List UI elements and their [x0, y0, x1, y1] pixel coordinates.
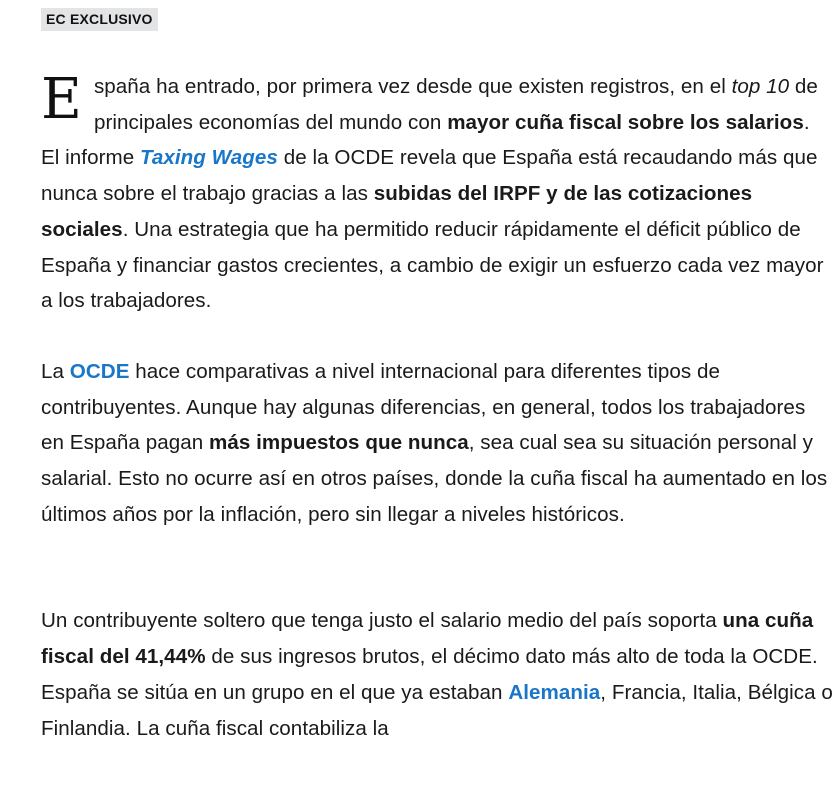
link-alemania[interactable]: Alemania — [508, 680, 601, 704]
link-taxing-wages[interactable]: Taxing Wages — [139, 146, 278, 170]
paragraph-contribuyente — [41, 603, 833, 746]
italic-text: top 10 — [731, 75, 790, 98]
text-span: , Francia, Italia, Bélgica o Finlandia. La cuña fiscal contabiliza la — [41, 680, 833, 740]
text-span: hace comparativas a nivel internacional para diferentes tipos de contribuyentes. Aunque hay algunas diferencias, en general, todos los trabajadores en España pagan — [41, 359, 806, 455]
paragraph-intro — [41, 69, 833, 319]
drop-cap: E — [41, 67, 82, 132]
bold-text: una cuña fiscal del 41,44% — [41, 609, 814, 669]
exclusive-badge: EC EXCLUSIVO — [41, 8, 158, 31]
paragraph-ocde — [41, 354, 833, 533]
text-span: La — [41, 359, 70, 383]
text-span: , sea cual sea su situación personal y salarial. Esto no ocurre así en otros países, donde la cuña fiscal ha aumentado en los últimos años por la inflación, pero sin llegar a niveles históricos. — [41, 431, 828, 526]
text-span: Un contribuyente soltero que tenga justo el salario medio del país soporta — [41, 609, 723, 633]
text-span: . Una estrategia que ha permitido reducir rápidamente el déficit público de España y financiar gastos crecientes, a cambio de exigir un esfuerzo cada vez mayor a los trabajadores. — [41, 217, 824, 313]
text-span: de sus ingresos brutos, el décimo dato más alto de toda la OCDE. España se sitúa en un grupo en el que ya estaban — [41, 645, 818, 704]
text-span: de la OCDE revela que España está recaudando más que nunca sobre el trabajo gracias a las — [41, 146, 818, 206]
link-ocde[interactable]: OCDE — [69, 359, 130, 383]
article-body — [41, 8, 833, 746]
text-span: de principales economías del mundo con — [93, 75, 818, 134]
text-span: . El informe — [41, 110, 810, 170]
bold-text: mayor cuña fiscal sobre los salarios — [447, 110, 804, 134]
bold-text: más impuestos que nunca — [208, 431, 469, 455]
text-span: spaña ha entrado, por primera vez desde que existen registros, en el — [93, 75, 732, 98]
bold-text: subidas del IRPF y de las cotizaciones sociales — [41, 182, 753, 241]
